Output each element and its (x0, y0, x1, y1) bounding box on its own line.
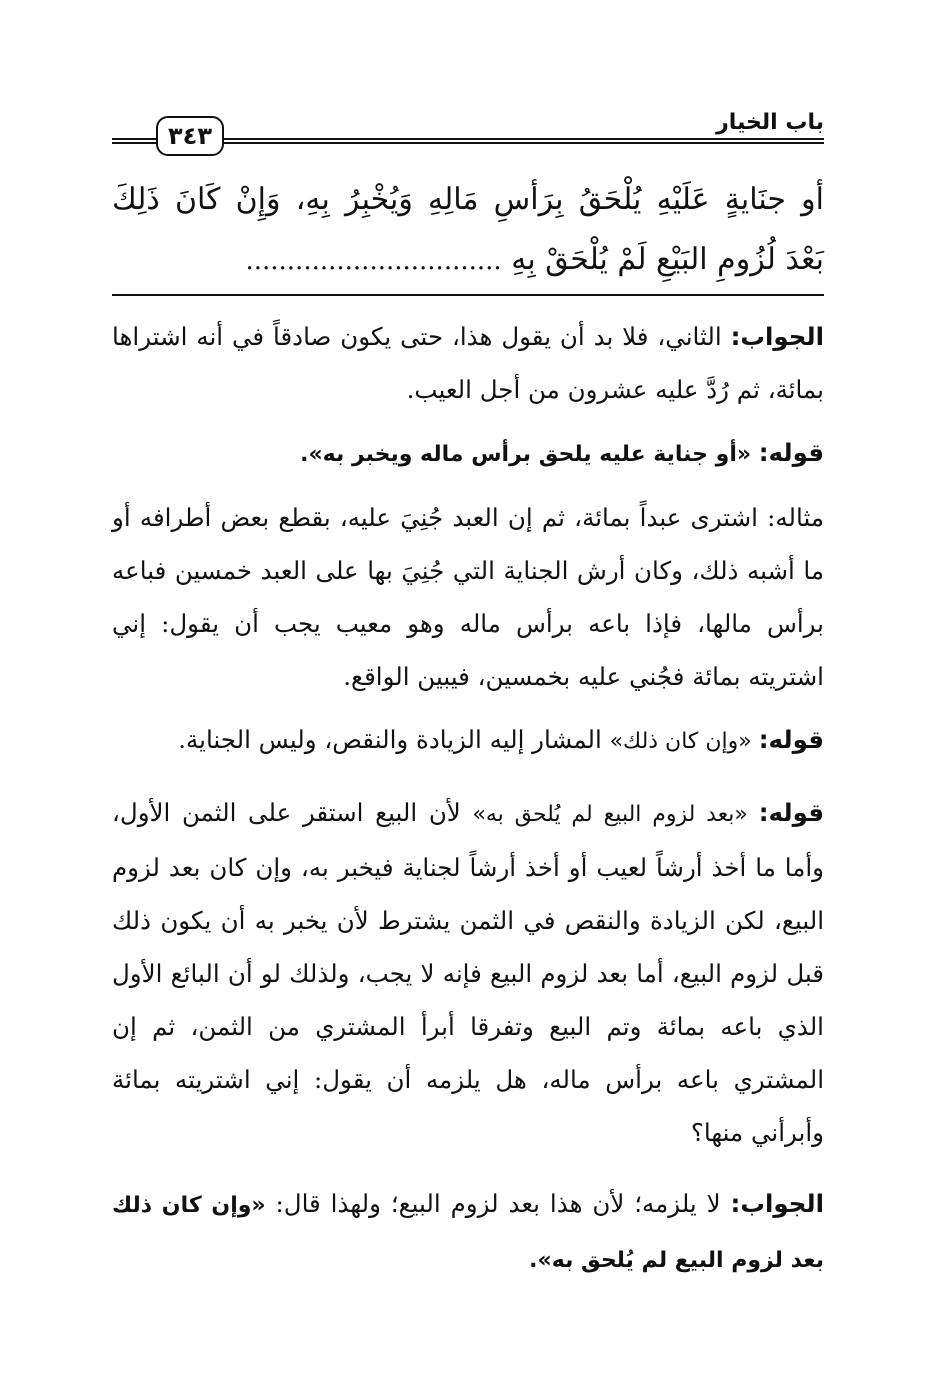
paragraph-qawluhu-2 (112, 713, 824, 768)
matn-separator (112, 294, 824, 296)
paragraph-text: الثاني، فلا بد أن يقول هذا، حتى يكون صادقاً في أنه اشتراها بمائة، ثم رُدَّ عليه عشرون من أجل العيب. (112, 322, 824, 404)
paragraph-lead: الجواب: (730, 1189, 824, 1218)
header-rule-left (112, 138, 156, 144)
paragraph-lead: الجواب: (730, 322, 824, 351)
paragraph-answer-1 (112, 310, 824, 416)
commentary (112, 310, 824, 1297)
paragraph-quote: «بعد لزوم البيع لم يُلحق به» (472, 802, 759, 827)
matn-line-2 (112, 230, 824, 291)
paragraph-lead: قوله: (758, 438, 824, 467)
paragraph-text: مثاله: اشترى عبداً بمائة، ثم إن العبد جُنِيَ عليه، بقطع بعض أطرافه أو ما أشبه ذلك، وكان أرش الجناية التي جُنِيَ بها على العبد خمسين فباعه برأس مالها، فإذا باعه برأس ماله وهو معيب يجب أن يقول: إني اشتريته بمائة فجُني عليه بخمسين، فيبين الواقع. (112, 503, 824, 691)
paragraph-lead: قوله: (758, 725, 824, 754)
paragraph-example (112, 491, 824, 703)
paragraph-answer-2 (112, 1177, 824, 1287)
running-title: باب الخيار (716, 110, 824, 135)
paragraph-text: لأن البيع استقر على الثمن الأول، وأما ما أخذ أرشاً لعيب أو أخذ أرشاً لجناية فيخبر به، وإن كان بعد لزوم البيع، لكن الزيادة والنقص في الثمن يشترط لأن يخبر به أن يكون ذلك قبل لزوم البيع، أما بعد لزوم البيع فإنه لا يجب، ولذلك لو أن البائع الأول الذي باعه بمائة وتم البيع وتفرقا أبرأ المشتري من الثمن، ثم إن المشتري باعه برأس ماله، هل يلزمه أن يقول: إني اشتريته بمائة وأبرأني منها؟ (112, 798, 824, 1147)
matn-text (112, 170, 824, 291)
paragraph-quote: «وإن كان ذلك بعد لزوم البيع لم يُلحق به». (112, 1193, 824, 1273)
paragraph-text: لا يلزمه؛ لأن هذا بعد لزوم البيع؛ ولهذا قال: (265, 1189, 731, 1218)
page-number: ٣٤٣ (156, 116, 224, 156)
paragraph-quote: «أو جناية عليه يلحق برأس ماله ويخبر به». (300, 442, 759, 467)
paragraph-qawluhu-3 (112, 786, 824, 1159)
paragraph-qawluhu-1 (112, 426, 824, 481)
matn-line-2-text: بَعْدَ لُزُومِ البَيْعِ لَمْ يُلْحَقْ بِهِ (511, 242, 824, 277)
paragraph-quote: «وإن كان ذلك» (609, 729, 759, 754)
matn-dots: ............................... (245, 246, 502, 276)
header-rule-right (224, 138, 824, 144)
page-header (112, 100, 824, 158)
paragraph-lead: قوله: (758, 798, 824, 827)
paragraph-text: المشار إليه الزيادة والنقص، وليس الجناية. (178, 725, 610, 754)
matn-line-1: أو جنَايةٍ عَلَيْهِ يُلْحَقُ بِرَأسِ مَالِهِ وَيُخْبِرُ بِهِ، وَإِنْ كَانَ ذَلِكَ (112, 182, 824, 217)
